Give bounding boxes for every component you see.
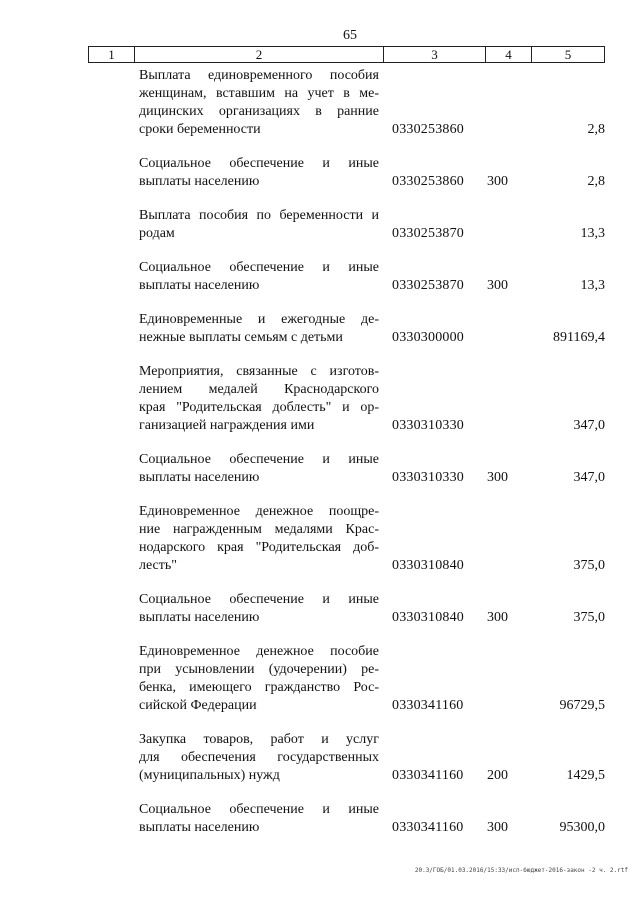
row-amount: 347,0 xyxy=(573,470,605,485)
row-description-line: лением медалей Краснодарского xyxy=(139,382,379,397)
row-code: 0330253870 xyxy=(392,226,464,241)
header-col-1: 1 xyxy=(89,47,135,62)
row-description-line: женщинам, вставшим на учет в ме- xyxy=(139,86,379,101)
row-description xyxy=(139,67,379,139)
row-code: 0330341160 xyxy=(392,820,464,835)
row-description-line: ганизацией награждения ими xyxy=(139,418,315,433)
row-expense-type: 200 xyxy=(487,768,508,783)
row-description-line: Социальное обеспечение и иные xyxy=(139,592,379,607)
row-description-line: Выплата пособия по беременности и xyxy=(139,208,379,223)
row-expense-type: 300 xyxy=(487,610,508,625)
row-description xyxy=(139,503,379,575)
row-description-line: Социальное обеспечение и иные xyxy=(139,452,379,467)
row-amount: 1429,5 xyxy=(566,768,605,783)
row-description-line: Социальное обеспечение и иные xyxy=(139,260,379,275)
row-amount: 2,8 xyxy=(587,122,605,137)
row-description-line: для обеспечения государственных xyxy=(139,750,379,765)
row-amount: 347,0 xyxy=(573,418,605,433)
header-col-2: 2 xyxy=(135,47,384,62)
row-expense-type: 300 xyxy=(487,820,508,835)
row-description xyxy=(139,363,379,435)
row-description-line: Мероприятия, связанные с изготов- xyxy=(139,364,379,379)
row-amount: 13,3 xyxy=(580,226,605,241)
row-description-line: Социальное обеспечение и иные xyxy=(139,802,379,817)
row-description xyxy=(139,451,379,487)
row-description xyxy=(139,731,379,785)
row-description-line: выплаты населению xyxy=(139,278,260,293)
row-description-line: выплаты населению xyxy=(139,470,260,485)
row-description-line: сроки беременности xyxy=(139,122,261,137)
row-description-line: сийской Федерации xyxy=(139,698,257,713)
row-amount: 891169,4 xyxy=(553,330,605,345)
row-description-line: края "Родительская доблесть" и ор- xyxy=(139,400,379,415)
row-description-line: выплаты населению xyxy=(139,820,260,835)
row-code: 0330310840 xyxy=(392,610,464,625)
row-description-line: родам xyxy=(139,226,175,241)
row-description-line: выплаты населению xyxy=(139,610,260,625)
header-col-5: 5 xyxy=(564,47,572,62)
row-description xyxy=(139,643,379,715)
row-code: 0330310840 xyxy=(392,558,464,573)
row-description-line: дицинских организациях в ранние xyxy=(139,104,379,119)
row-description-line: при усыновлении (удочерении) ре- xyxy=(139,662,379,677)
row-description xyxy=(139,207,379,243)
row-description xyxy=(139,311,379,347)
row-expense-type: 300 xyxy=(487,470,508,485)
row-description-line: Закупка товаров, работ и услуг xyxy=(139,732,379,747)
row-code: 0330310330 xyxy=(392,470,464,485)
row-description-line: Единовременное денежное пособие xyxy=(139,644,379,659)
row-description-line: лесть" xyxy=(139,558,177,573)
row-description-line: выплаты населению xyxy=(139,174,260,189)
footer-stamp: 20.3/ГОБ/01.03.2016/15:33/исп-бюджет-2016-закон -2 ч. 2.rtf xyxy=(414,867,628,874)
row-description-line: бенка, имеющего гражданство Рос- xyxy=(139,680,379,695)
row-expense-type: 300 xyxy=(487,278,508,293)
row-amount: 375,0 xyxy=(573,558,605,573)
row-description-line: нежные выплаты семьям с детьми xyxy=(139,330,343,345)
row-expense-type: 300 xyxy=(487,174,508,189)
row-amount: 2,8 xyxy=(587,174,605,189)
row-description-line: Единовременное денежное поощре- xyxy=(139,504,379,519)
row-description xyxy=(139,155,379,191)
header-col-4: 4 xyxy=(486,47,532,62)
row-code: 0330310330 xyxy=(392,418,464,433)
row-description-line: Социальное обеспечение и иные xyxy=(139,156,379,171)
row-description-line: нодарского края "Родительская доб- xyxy=(139,540,379,555)
row-code: 0330300000 xyxy=(392,330,464,345)
row-amount: 13,3 xyxy=(580,278,605,293)
row-code: 0330341160 xyxy=(392,698,464,713)
row-description-line: Выплата единовременного пособия xyxy=(139,68,379,83)
row-description xyxy=(139,591,379,627)
row-description xyxy=(139,801,379,837)
row-amount: 375,0 xyxy=(573,610,605,625)
page-number: 65 xyxy=(343,28,357,43)
row-description xyxy=(139,259,379,295)
row-description-line: ние награжденным медалями Крас- xyxy=(139,522,379,537)
header-col-3: 3 xyxy=(384,47,486,62)
row-amount: 96729,5 xyxy=(559,698,605,713)
row-code: 0330253870 xyxy=(392,278,464,293)
row-code: 0330341160 xyxy=(392,768,464,783)
row-amount: 95300,0 xyxy=(559,820,605,835)
row-code: 0330253860 xyxy=(392,122,464,137)
row-description-line: (муниципальных) нужд xyxy=(139,768,280,783)
table-header xyxy=(88,46,605,63)
row-code: 0330253860 xyxy=(392,174,464,189)
row-description-line: Единовременные и ежегодные де- xyxy=(139,312,379,327)
